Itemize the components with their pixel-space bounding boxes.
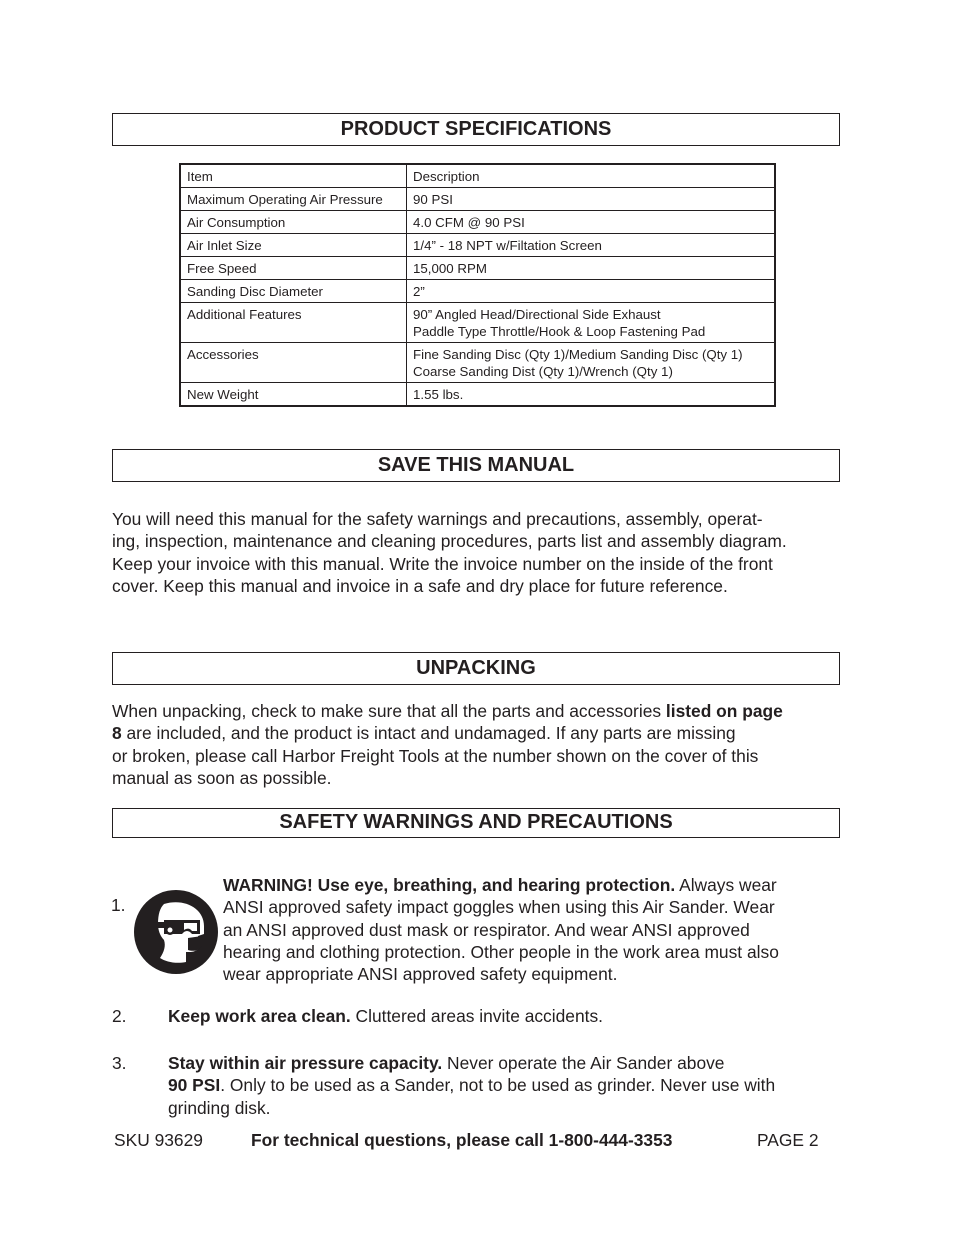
specs-table (179, 163, 776, 407)
specs-header: PRODUCT SPECIFICATIONS (112, 113, 840, 146)
spec-item-cell: Air Inlet Size (180, 234, 407, 257)
spec-item-cell: Maximum Operating Air Pressure (180, 188, 407, 211)
spec-description-cell: 4.0 CFM @ 90 PSI (407, 211, 776, 234)
warning-1-text: WARNING! Use eye, breathing, and hearing protection. Always wear ANSI approved safety impact goggles when using this Air Sander. Wear an ANSI approved dust mask or respirator. And wear ANSI approved hearing and clothing protection. Other people in the work area must also wear appropriate ANSI approved safety equipment. (223, 875, 779, 985)
table-row (180, 164, 775, 188)
spec-item-cell: Air Consumption (180, 211, 407, 234)
warning-3-text: Stay within air pressure capacity. Never operate the Air Sander above 90 PSI. Only to be used as a Sander, not to be used as grinder. Never use with grinding disk. (168, 1053, 776, 1118)
spec-item-cell: Sanding Disc Diameter (180, 280, 407, 303)
spec-description-cell: 1/4” - 18 NPT w/Filtation Screen (407, 234, 776, 257)
warning-number-3: 3. (112, 1053, 127, 1073)
table-row (180, 280, 775, 303)
spec-description-cell: 1.55 lbs. (407, 383, 776, 407)
table-row (180, 234, 775, 257)
spec-description-cell: 2” (407, 280, 776, 303)
spec-description-cell: Fine Sanding Disc (Qty 1)/Medium Sanding Disc (Qty 1) Coarse Sanding Dist (Qty 1)/Wrench (Qty 1) (407, 343, 776, 383)
table-row (180, 211, 775, 234)
spec-description-cell: 90 PSI (407, 188, 776, 211)
spec-item-cell: Accessories (180, 343, 407, 383)
table-row (180, 303, 775, 343)
footer-page-number: PAGE 2 (757, 1130, 819, 1150)
spec-description-cell: Description (407, 164, 776, 188)
spec-item-cell: Free Speed (180, 257, 407, 280)
table-row (180, 257, 775, 280)
table-row (180, 343, 775, 383)
safety-goggles-icon (134, 890, 218, 974)
table-row (180, 188, 775, 211)
warning-number-2: 2. (112, 1006, 127, 1026)
spec-description-cell: 15,000 RPM (407, 257, 776, 280)
unpacking-header: UNPACKING (112, 652, 840, 685)
safety-header: SAFETY WARNINGS AND PRECAUTIONS (112, 808, 840, 838)
spec-item-cell: Item (180, 164, 407, 188)
spec-item-cell: New Weight (180, 383, 407, 407)
spec-description-cell: 90” Angled Head/Directional Side Exhaust Paddle Type Throttle/Hook & Loop Fastening Pad (407, 303, 776, 343)
warning-2-text: Keep work area clean. Cluttered areas invite accidents. (168, 1006, 603, 1026)
unpacking-text: When unpacking, check to make sure that all the parts and accessories listed on page 8 are included, and the product is intact and undamaged. If any parts are missing or broken, please call Harbor Freight Tools at the number shown on the cover of this manual as soon as possible. (112, 701, 783, 788)
save-manual-text: You will need this manual for the safety warnings and precautions, assembly, operat- ing, inspection, maintenance and cleaning procedures, parts list and assembly diagram. Keep your invoice with this manual. Write the invoice number on the inside of the front cover. Keep this manual and invoice in a safe and dry place for future reference. (112, 509, 787, 596)
warning-number-1: 1. (111, 895, 126, 915)
table-row (180, 383, 775, 407)
footer-sku: SKU 93629 (114, 1130, 203, 1150)
save-manual-header: SAVE THIS MANUAL (112, 449, 840, 482)
footer-tech-support: For technical questions, please call 1-800-444-3353 (251, 1130, 673, 1150)
spec-item-cell: Additional Features (180, 303, 407, 343)
